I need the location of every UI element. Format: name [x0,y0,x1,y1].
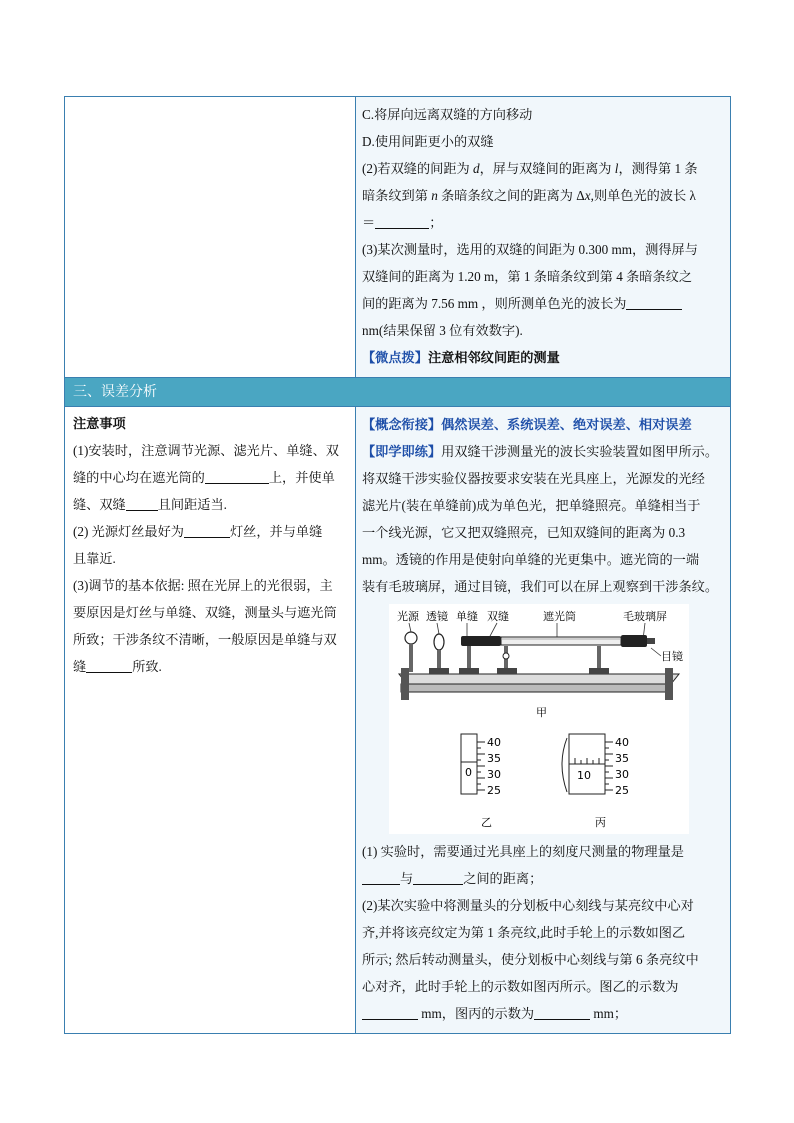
top-right-cell [356,97,731,378]
answer-blank[interactable] [184,523,230,538]
notes-heading: 注意事项 [73,416,126,431]
question-2-line1: (2)若双缝的间距为 d，屏与双缝间的距离为 l，测得第 1 条 [362,161,698,176]
q2-line3: 所示; 然后转动测量头，使分划板中心刻线与第 6 条亮纹中 [362,952,699,967]
question-3-line3: 间的距离为 7.56 mm ，则所测单色光的波长为 [362,290,726,317]
note-1-line2: 缝的中心均在遮光筒的 上，并使单 [73,470,335,485]
lamp-icon [405,632,417,672]
main-yi: 0 [465,766,472,779]
optical-bench [399,668,679,700]
option-d: D.使用间距更小的双缝 [362,134,494,149]
q2-line2: 齐,并将该亮纹定为第 1 条亮纹,此时手轮上的示数如图乙 [362,925,686,940]
scale-yi-30: 30 [487,768,501,781]
question-2-line2: 暗条纹到第 n 条暗条纹之间的距离为 Δx,则单色光的波长 λ [362,188,696,203]
document-sheet [64,96,729,1034]
notes-cell [65,407,356,1034]
main-bing: 10 [577,769,591,782]
q2-line4: 心对齐，此时手轮上的示数如图丙所示。图乙的示数为 [362,979,679,994]
question-3-line2: 双缝间的距离为 1.20 m，第 1 条暗条纹到第 4 条暗条纹之 [362,269,693,284]
label-eyepiece: 目镜 [661,650,683,663]
label-tube: 遮光筒 [543,610,576,623]
note-2-line2: 且靠近. [73,551,116,566]
answer-blank[interactable] [626,295,682,310]
label-single-slit: 单缝 [456,610,478,623]
label-screen: 毛玻璃屏 [623,610,667,623]
note-3-line4: 缝 所致. [73,659,162,674]
scale-yi-40: 40 [487,736,501,749]
option-c: C.将屏向远离双缝的方向移动 [362,107,533,122]
q2-line1: (2)某次实验中将测量头的分划板中心刻线与某亮纹中心对 [362,898,694,913]
tip-text: 注意相邻纹间距的测量 [427,350,560,365]
answer-blank[interactable] [86,658,132,673]
answer-blank[interactable] [534,1005,590,1020]
q1-line1: (1) 实验时，需要通过光具座上的刻度尺测量的物理量是 [362,844,684,859]
note-2-line1: (2) 光源灯丝最好为 灯丝，并与单缝 [73,524,323,539]
question-3-line1: (3)某次测量时，选用的双缝的间距为 0.300 mm，测得屏与 [362,242,698,257]
question-3-line4: nm(结果保留 3 位有效数字). [362,323,523,338]
concept-tag: 【概念衔接】 [362,417,442,432]
answer-blank[interactable] [205,469,269,484]
practice-line5: mm。透镜的作用是使射向单缝的光更集中。遮光筒的一端 [362,552,700,567]
answer-blank[interactable] [362,1005,418,1020]
scale-bing-25: 25 [615,784,629,797]
label-lens: 透镜 [426,610,448,623]
section-header-row [65,378,731,407]
practice-line3: 滤光片(装在单缝前)成为单色光，把单缝照亮。单缝相当于 [362,498,701,513]
note-3-line1: (3)调节的基本依据: 照在光屏上的光很弱，主 [73,578,333,593]
section-title: 三、误差分析 [65,378,730,406]
micrometer-bing [562,734,613,794]
top-left-cell [65,97,356,378]
label-jia: 甲 [536,706,547,719]
micrometer-yi [461,734,485,794]
practice-cell [356,407,731,1034]
label-yi: 乙 [481,816,492,829]
answer-blank[interactable] [375,214,429,229]
label-double-slit: 双缝 [487,610,509,623]
scale-bing-40: 40 [615,736,629,749]
answer-blank[interactable] [126,496,158,511]
lesson-table [64,96,731,1034]
content-row [65,407,731,1034]
q1-line2: 与 之间的距离； [362,865,726,892]
scale-bing-30: 30 [615,768,629,781]
light-tube [461,635,655,672]
q2-line5: mm，图丙的示数为 mm； [362,1000,726,1027]
label-light-source: 光源 [397,610,419,623]
note-1-line3: 缝、双缝 且间距适当. [73,497,227,512]
answer-blank[interactable] [362,870,400,885]
note-1-line1: (1)安装时，注意调节光源、滤光片、单缝、双 [73,443,339,458]
top-row [65,97,731,378]
concept-text: 偶然误差、系统误差、绝对误差、相对误差 [441,417,692,432]
practice-line2: 将双缝干涉实验仪器按要求安装在光具座上，光源发的光经 [362,471,705,486]
tip-tag: 【微点拨】 [362,350,428,365]
practice-line1: 【即学即练】用双缝干涉测量光的波长实验装置如图甲所示。 [362,444,719,459]
scale-yi-35: 35 [487,752,501,765]
note-3-line3: 所致；干涉条纹不清晰，一般原因是单缝与双 [73,632,337,647]
concept-line [362,411,726,438]
tip-line [362,344,726,371]
label-bing: 丙 [595,816,606,829]
scale-yi-25: 25 [487,784,501,797]
practice-tag: 【即学即练】 [362,444,442,459]
practice-line6: 装有毛玻璃屏，通过目镜，我们可以在屏上观察到干涉条纹。 [362,579,719,594]
answer-blank[interactable] [413,870,463,885]
apparatus-figure [389,604,689,834]
question-2-line3: ＝ ； [362,215,443,230]
scale-bing-35: 35 [615,752,629,765]
lens-icon [434,634,444,672]
practice-line4: 一个线光源，它又把双缝照亮，已知双缝间的距离为 0.3 [362,525,686,540]
note-3-line2: 要原因是灯丝与单缝、双缝，测量头与遮光筒 [73,605,337,620]
